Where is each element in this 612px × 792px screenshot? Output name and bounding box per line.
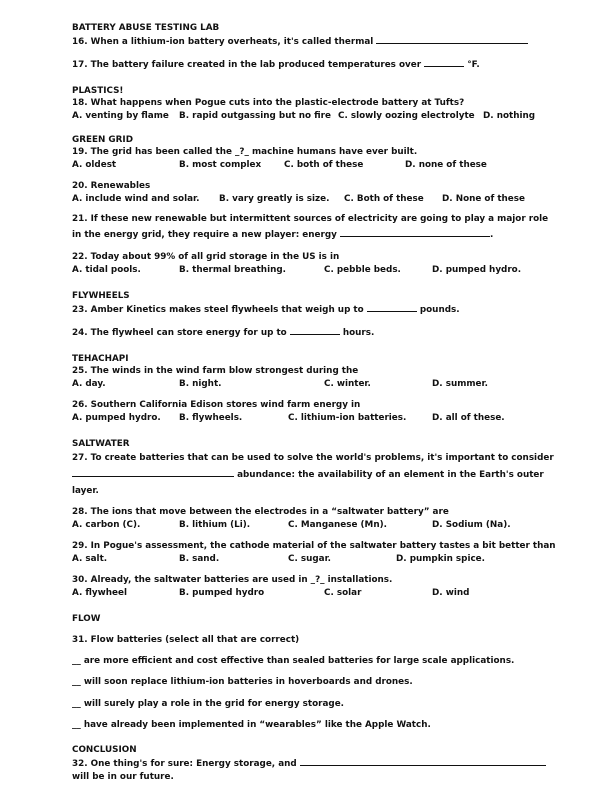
section-heading-tehachapi: TEHACHAPI xyxy=(72,354,129,364)
option-b[interactable]: B. flywheels. xyxy=(179,413,243,423)
option-a[interactable]: A. oldest xyxy=(72,160,117,170)
question-21-line1: 21. If these new renewable but intermittent sources of electricity are going to play a major role xyxy=(72,214,549,224)
section-heading-flywheels: FLYWHEELS xyxy=(72,291,130,301)
option-c[interactable]: C. lithium-ion batteries. xyxy=(288,413,407,423)
checklist-item[interactable]: __ are more efficient and cost effective than sealed batteries for large scale applications. xyxy=(72,656,515,667)
question-29-text: 29. In Pogue's assessment, the cathode material of the saltwater battery tastes a bit better than xyxy=(72,541,556,551)
answer-blank-17[interactable] xyxy=(424,57,464,67)
question-19-text: 19. The grid has been called the _?_ machine humans have ever built. xyxy=(72,147,418,157)
answer-blank-24[interactable] xyxy=(290,325,340,335)
question-30-options xyxy=(72,587,542,600)
option-d[interactable]: D. all of these. xyxy=(432,413,505,423)
option-c[interactable]: C. slowly oozing electrolyte xyxy=(338,111,475,121)
answer-blank-21[interactable] xyxy=(340,227,490,237)
question-24 xyxy=(72,325,542,340)
option-d[interactable]: D. summer. xyxy=(432,379,488,389)
question-18-options xyxy=(72,110,542,123)
option-b[interactable]: B. thermal breathing. xyxy=(179,265,286,275)
option-c[interactable]: C. solar xyxy=(324,588,362,598)
question-26-options xyxy=(72,412,542,425)
question-28-options xyxy=(72,519,542,532)
option-a[interactable]: A. carbon (C). xyxy=(72,520,141,530)
question-20-options xyxy=(72,193,542,206)
question-21-period: . xyxy=(489,230,494,240)
option-a[interactable]: A. tidal pools. xyxy=(72,265,141,275)
option-c[interactable]: C. both of these xyxy=(284,160,364,170)
question-25-options xyxy=(72,378,542,391)
option-d[interactable]: D. none of these xyxy=(405,160,487,170)
section-heading-conclusion: CONCLUSION xyxy=(72,745,137,756)
option-a[interactable]: A. pumped hydro. xyxy=(72,413,161,423)
option-b[interactable]: B. most complex xyxy=(179,160,262,170)
checklist-item[interactable]: __ will soon replace lithium-ion batteries in hoverboards and drones. xyxy=(72,677,413,688)
answer-blank-32[interactable] xyxy=(300,756,546,766)
option-a[interactable]: A. day. xyxy=(72,379,106,389)
question-17 xyxy=(72,57,542,72)
option-d[interactable]: D. pumpkin spice. xyxy=(396,554,485,564)
section-heading-saltwater: SALTWATER xyxy=(72,439,130,449)
question-24-unit: hours. xyxy=(342,328,375,338)
question-16 xyxy=(72,34,542,49)
section-heading-flow: FLOW xyxy=(72,614,101,624)
question-21-line2 xyxy=(72,227,542,243)
option-b[interactable]: B. lithium (Li). xyxy=(179,520,251,530)
option-c[interactable]: C. Manganese (Mn). xyxy=(288,520,387,530)
section-heading-green-grid: GREEN GRID xyxy=(72,135,134,145)
answer-blank-16[interactable] xyxy=(376,34,528,44)
question-27-line2 xyxy=(72,466,542,484)
question-27-line3: layer. xyxy=(72,486,99,496)
section-heading-plastics: PLASTICS! xyxy=(72,86,124,96)
option-b[interactable]: B. rapid outgassing but no fire xyxy=(179,111,331,121)
question-23-text: 23. Amber Kinetics makes steel flywheels that weigh up to xyxy=(72,305,364,315)
question-28-text: 28. The ions that move between the electrodes in a “saltwater battery” are xyxy=(72,507,449,517)
question-30-text: 30. Already, the saltwater batteries are used in _?_ installations. xyxy=(72,575,393,585)
option-b[interactable]: B. sand. xyxy=(179,554,220,564)
question-23 xyxy=(72,302,542,317)
option-d[interactable]: D. pumped hydro. xyxy=(432,265,522,275)
option-d[interactable]: D. Sodium (Na). xyxy=(432,520,511,530)
question-26-text: 26. Southern California Edison stores wind farm energy in xyxy=(72,400,361,410)
question-32-text: 32. One thing's for sure: Energy storage, and xyxy=(72,759,297,770)
option-c[interactable]: C. sugar. xyxy=(288,554,332,564)
option-b[interactable]: B. night. xyxy=(179,379,222,389)
option-a[interactable]: A. flywheel xyxy=(72,588,127,598)
answer-blank-23[interactable] xyxy=(367,302,417,312)
question-17-unit: °F. xyxy=(467,60,480,70)
option-d[interactable]: D. None of these xyxy=(442,194,525,204)
checklist-item[interactable]: __ will surely play a role in the grid for energy storage. xyxy=(72,698,345,709)
checklist-item[interactable]: __ have already been implemented in “wearables” like the Apple Watch. xyxy=(72,719,431,730)
question-23-unit: pounds. xyxy=(419,305,460,315)
option-b[interactable]: B. vary greatly is size. xyxy=(219,194,330,204)
question-32-line2: will be in our future. xyxy=(72,772,174,783)
section-heading-battery-abuse: BATTERY ABUSE TESTING LAB xyxy=(72,23,220,33)
question-32 xyxy=(72,756,542,771)
question-18-text: 18. What happens when Pogue cuts into the plastic-electrode battery at Tufts? xyxy=(72,98,465,108)
question-25-text: 25. The winds in the wind farm blow strongest during the xyxy=(72,366,359,376)
option-c[interactable]: C. Both of these xyxy=(344,194,424,204)
question-16-text: 16. When a lithium-ion battery overheats, it's called thermal xyxy=(72,37,374,47)
option-a[interactable]: A. salt. xyxy=(72,554,108,564)
option-a[interactable]: A. include wind and solar. xyxy=(72,194,200,204)
option-d[interactable]: D. nothing xyxy=(483,111,536,121)
question-27-text: abundance: the availability of an element in the Earth's outer xyxy=(237,470,544,480)
worksheet xyxy=(72,22,556,784)
question-21-text: in the energy grid, they require a new player: energy xyxy=(72,230,337,240)
question-17-text: 17. The battery failure created in the lab produced temperatures over xyxy=(72,60,422,70)
option-c[interactable]: C. pebble beds. xyxy=(324,265,401,275)
question-19-options xyxy=(72,159,542,172)
option-a[interactable]: A. venting by flame xyxy=(72,111,169,121)
question-20-text: 20. Renewables xyxy=(72,181,151,191)
question-31-text: 31. Flow batteries (select all that are correct) xyxy=(72,634,300,645)
question-22-options xyxy=(72,264,542,277)
question-27-line1: 27. To create batteries that can be used to solve the world's problems, it's important to consider xyxy=(72,453,554,463)
option-d[interactable]: D. wind xyxy=(432,588,470,598)
option-b[interactable]: B. pumped hydro xyxy=(179,588,265,598)
question-24-text: 24. The flywheel can store energy for up to xyxy=(72,328,287,338)
option-c[interactable]: C. winter. xyxy=(324,379,371,389)
question-29-options xyxy=(72,553,542,566)
question-22-text: 22. Today about 99% of all grid storage in the US is in xyxy=(72,252,340,262)
answer-blank-27[interactable] xyxy=(72,467,234,477)
